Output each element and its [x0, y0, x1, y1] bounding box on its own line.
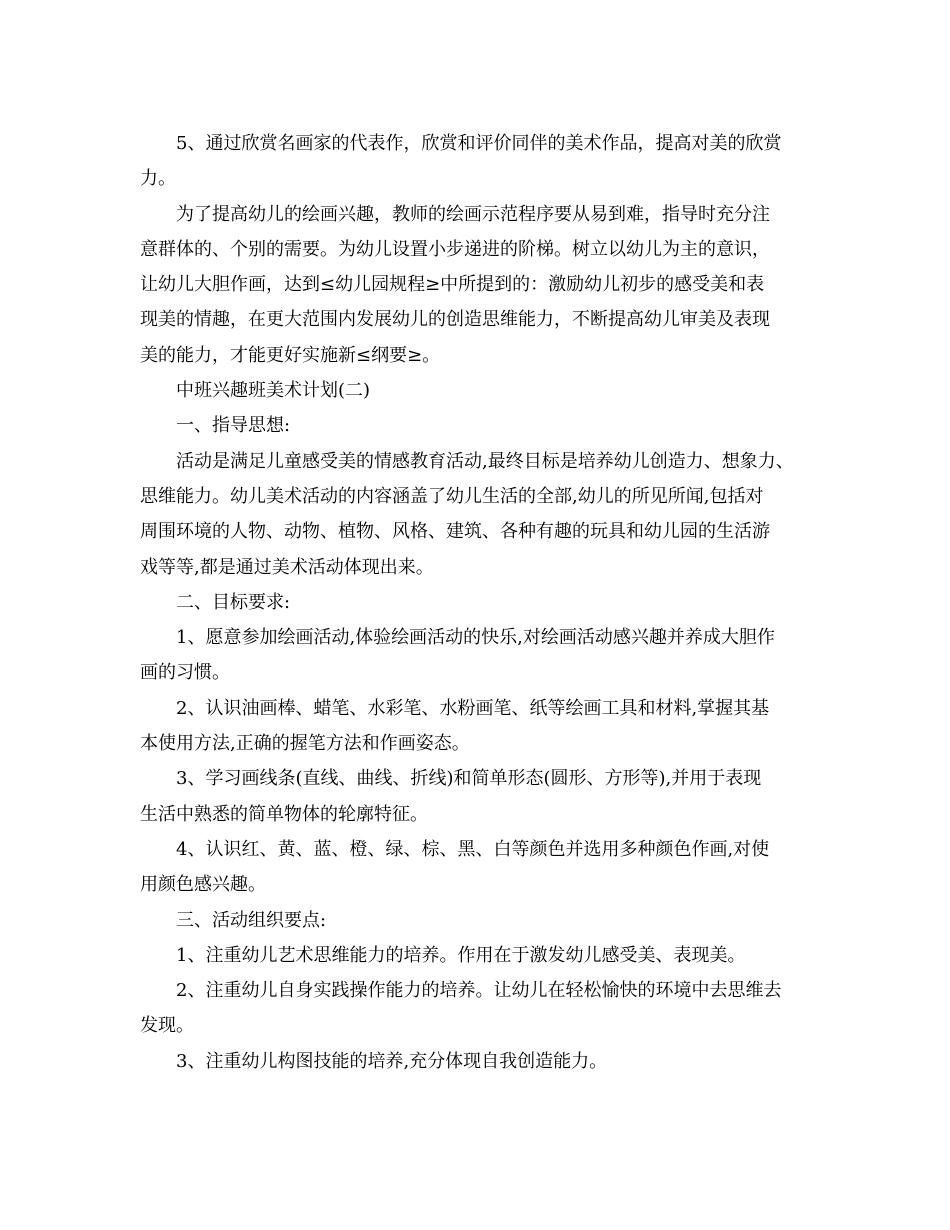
text-line: 2、注重幼儿自身实践操作能力的培养。让幼儿在轻松愉快的环境中去思维去 — [176, 980, 782, 1002]
text-line: 中班兴趣班美术计划(二) — [176, 380, 371, 402]
text-line: 二、目标要求: — [176, 591, 291, 613]
text-line: 3、学习画线条(直线、曲线、折线)和简单形态(圆形、方形等),并用于表现 — [176, 768, 762, 790]
text-line: 4、认识红、黄、蓝、橙、绿、棕、黑、白等颜色并选用多种颜色作画,对使 — [176, 838, 770, 860]
text-line: 生活中熟悉的简单物体的轮廓特征。 — [140, 803, 428, 825]
text-line: 意群体的、个别的需要。为幼儿设置小步递进的阶梯。树立以幼儿为主的意识， — [140, 238, 770, 260]
text-line: 5、通过欣赏名画家的代表作，欣赏和评价同伴的美术作品，提高对美的欣赏 — [176, 133, 782, 154]
text-line: 力。 — [140, 168, 176, 190]
text-line: 发现。 — [140, 1015, 194, 1037]
text-line: 一、指导思想: — [176, 415, 291, 437]
text-line: 画的习惯。 — [140, 662, 230, 684]
text-line: 用颜色感兴趣。 — [140, 874, 266, 896]
text-line: 现美的情趣，在更大范围内发展幼儿的创造思维能力，不断提高幼儿审美及表现 — [140, 309, 770, 331]
document-body — [140, 126, 820, 1079]
text-line: 思维能力。幼儿美术活动的内容涵盖了幼儿生活的全部,幼儿的所见所闻,包括对 — [140, 485, 764, 507]
text-line: 让幼儿大胆作画，达到≤幼儿园规程≥中所提到的：激励幼儿初步的感受美和表 — [140, 274, 765, 296]
text-line: 1、愿意参加绘画活动,体验绘画活动的快乐,对绘画活动感兴趣并养成大胆作 — [176, 627, 775, 649]
text-line: 1、注重幼儿艺术思维能力的培养。作用在于激发幼儿感受美、表现美。 — [176, 944, 746, 966]
text-line: 3、注重幼儿构图技能的培养,充分体现自我创造能力。 — [176, 1050, 608, 1072]
text-line: 戏等等,都是通过美术活动体现出来。 — [140, 556, 434, 578]
text-line: 为了提高幼儿的绘画兴趣，教师的绘画示范程序要从易到难，指导时充分注 — [176, 203, 770, 225]
text-line: 三、活动组织要点: — [176, 909, 327, 931]
text-line: 2、认识油画棒、蜡笔、水彩笔、水粉画笔、纸等绘画工具和材料,掌握其基 — [176, 697, 770, 719]
text-line: 活动是满足儿童感受美的情感教育活动,最终目标是培养幼儿创造力、想象力、 — [176, 450, 794, 472]
text-line: 周围环境的人物、动物、植物、风格、建筑、各种有趣的玩具和幼儿园的生活游 — [140, 521, 770, 543]
text-line: 本使用方法,正确的握笔方法和作画姿态。 — [140, 733, 470, 755]
text-line: 美的能力，才能更好实施新≤纲要≥。 — [140, 344, 441, 366]
